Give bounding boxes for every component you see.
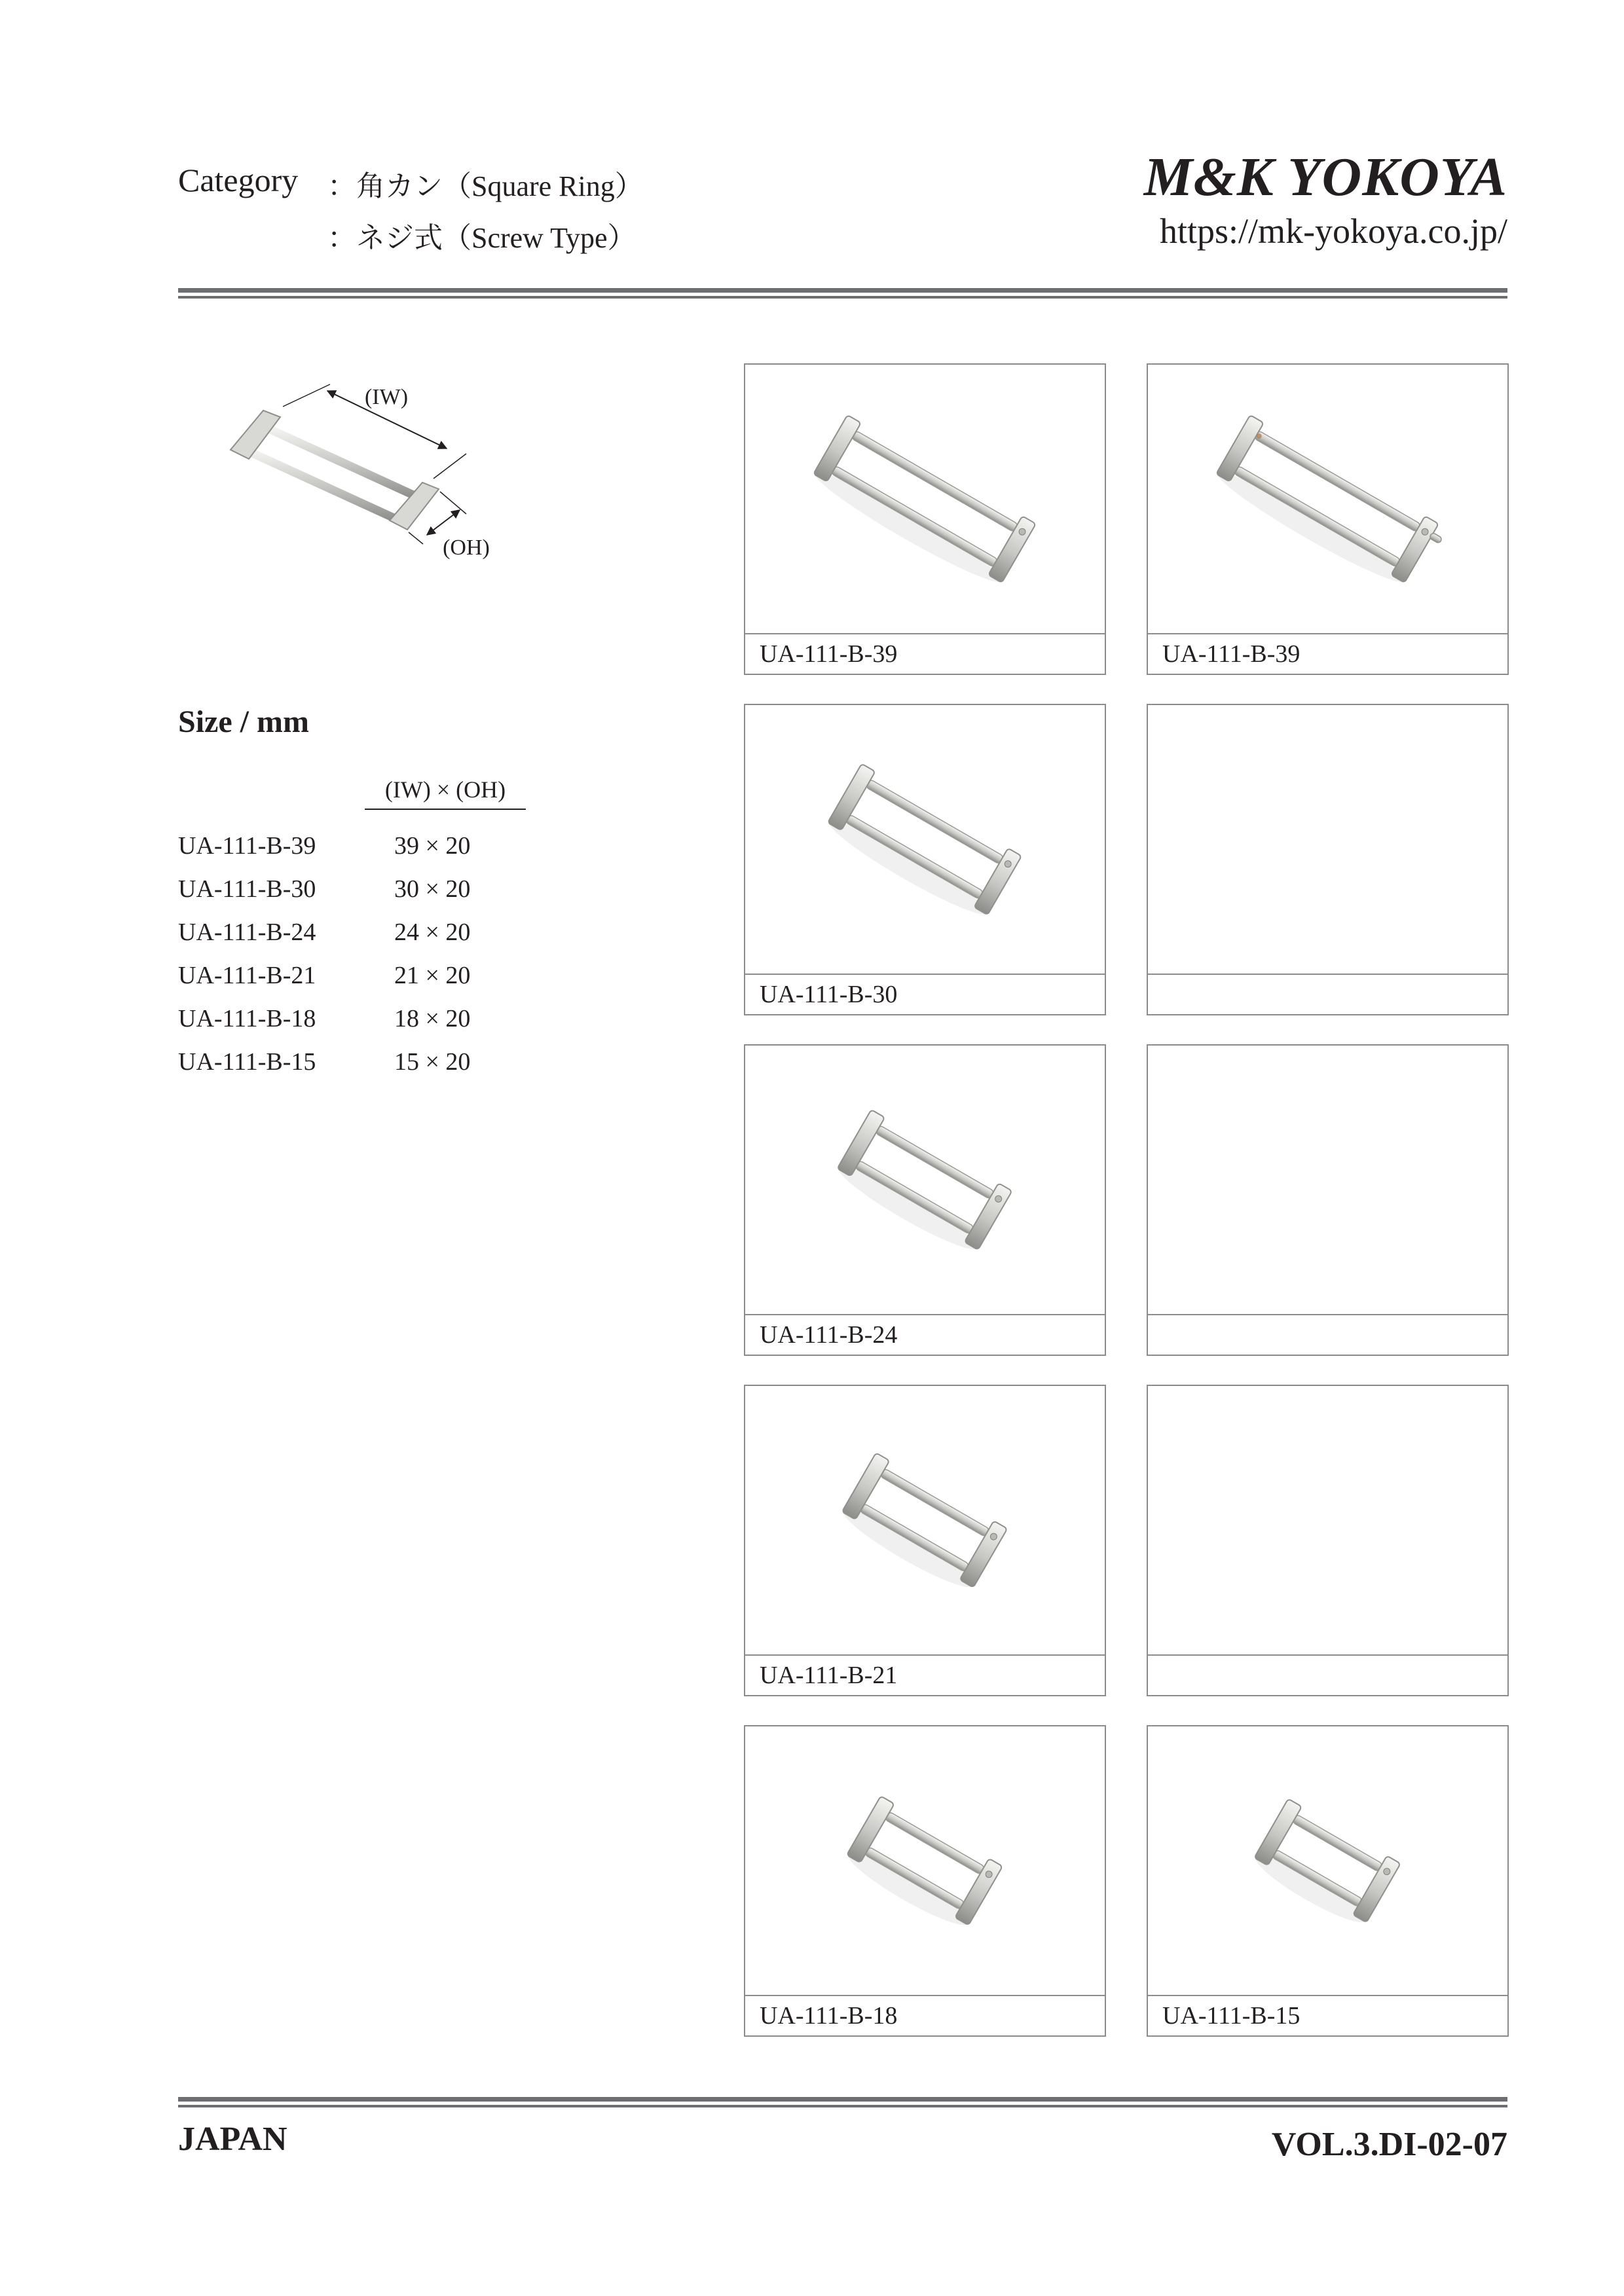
size-row-dimension: 24 × 20 (394, 919, 471, 946)
product-photo (745, 1726, 1105, 1995)
footer-volume: VOL.3.DI-02-07 (1271, 2126, 1507, 2163)
product-card (744, 1044, 1106, 1356)
oh-label: (OH) (443, 536, 490, 560)
product-card (1147, 363, 1509, 675)
ring-illustration (837, 1453, 1008, 1597)
size-row (178, 1004, 519, 1048)
product-photo (745, 365, 1105, 633)
ring-illustration (841, 1796, 1003, 1934)
product-photo (745, 705, 1105, 974)
product-card-empty (1147, 704, 1509, 1015)
product-caption: UA-111-B-30 (745, 974, 1105, 1014)
product-card-empty (1147, 1385, 1509, 1696)
product-photo-empty (1148, 1046, 1507, 1314)
product-photo-empty (1148, 1386, 1507, 1654)
ring-illustration (808, 415, 1036, 592)
footer-rule-top (178, 2097, 1507, 2102)
header-rule-bottom (178, 296, 1507, 299)
product-card (744, 1385, 1106, 1696)
oh-arrow (427, 510, 460, 535)
diagram-ring (231, 410, 439, 530)
size-row (178, 918, 519, 961)
product-caption: UA-111-B-24 (745, 1314, 1105, 1355)
size-row (178, 961, 519, 1004)
ring-illustration (1249, 1798, 1400, 1931)
size-title: Size / mm (178, 704, 309, 739)
product-card (1147, 1725, 1509, 2037)
category-value-screw-type: ：ネジ式（Screw Type） (327, 222, 637, 254)
size-row-dimension: 15 × 20 (394, 1048, 471, 1076)
size-row-code: UA-111-B-39 (178, 832, 316, 860)
product-photo (745, 1046, 1105, 1314)
product-caption: UA-111-B-21 (745, 1654, 1105, 1695)
size-row-dimension: 18 × 20 (394, 1005, 471, 1032)
size-table-header: (IW) × (OH) (365, 776, 526, 810)
brand-name: M&K YOKOYA (1143, 147, 1507, 208)
product-caption: UA-111-B-15 (1148, 1995, 1507, 2035)
category-label: Category (178, 162, 299, 198)
size-row (178, 831, 519, 875)
size-row-code: UA-111-B-18 (178, 1005, 316, 1032)
size-row-code: UA-111-B-15 (178, 1048, 316, 1076)
product-card-empty (1147, 1044, 1509, 1356)
ring-illustration (822, 763, 1022, 924)
size-row (178, 875, 519, 918)
size-row (178, 1048, 519, 1091)
product-card (744, 363, 1106, 675)
product-photo (1148, 365, 1507, 633)
size-row-dimension: 21 × 20 (394, 962, 471, 989)
product-caption: UA-111-B-39 (745, 633, 1105, 674)
product-caption: UA-111-B-39 (1148, 633, 1507, 674)
product-caption (1148, 1654, 1507, 1695)
product-card (744, 704, 1106, 1015)
brand-url: https://mk-yokoya.co.jp/ (1160, 211, 1507, 251)
size-row-code: UA-111-B-30 (178, 875, 316, 903)
size-row-dimension: 30 × 20 (394, 875, 471, 903)
ring-illustration (832, 1110, 1012, 1259)
product-photo-empty (1148, 705, 1507, 974)
size-row-dimension: 39 × 20 (394, 832, 471, 860)
dimension-diagram (223, 363, 537, 586)
iw-label: (IW) (364, 385, 409, 409)
product-caption (1148, 974, 1507, 1014)
product-caption (1148, 1314, 1507, 1355)
size-row-code: UA-111-B-21 (178, 962, 316, 989)
header-rule-top (178, 288, 1507, 293)
size-row-code: UA-111-B-24 (178, 919, 316, 946)
category-value-square-ring: ：角カン（Square Ring） (327, 170, 644, 202)
ring-illustration (1211, 415, 1448, 597)
product-caption: UA-111-B-18 (745, 1995, 1105, 2035)
footer-rule-bottom (178, 2105, 1507, 2107)
product-card (744, 1725, 1106, 2037)
footer-country: JAPAN (178, 2121, 287, 2158)
product-photo (745, 1386, 1105, 1654)
product-photo (1148, 1726, 1507, 1995)
